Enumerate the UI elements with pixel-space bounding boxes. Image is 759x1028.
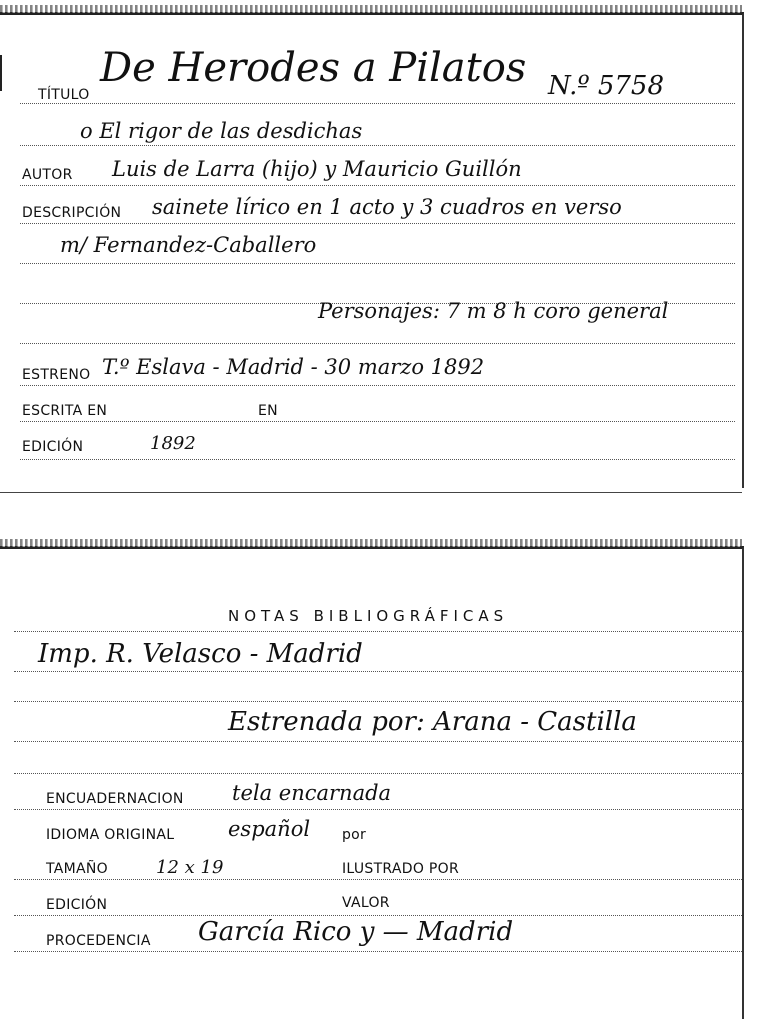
card-hole-mark bbox=[0, 55, 2, 91]
edicion-label: EDICIÓN bbox=[22, 439, 86, 455]
imprenta-value: Imp. R. Velasco - Madrid bbox=[38, 639, 363, 669]
escrita-en-label: ESCRITA EN bbox=[22, 403, 110, 419]
edicion-value: 1892 bbox=[150, 433, 196, 454]
estrenada-value: Estrenada por: Arana - Castilla bbox=[228, 707, 637, 737]
card-separator bbox=[0, 492, 742, 493]
subtitulo-value: o El rigor de las desdichas bbox=[80, 119, 363, 143]
tamano-value: 12 x 19 bbox=[156, 857, 224, 878]
estreno-value: T.º Eslava - Madrid - 30 marzo 1892 bbox=[102, 355, 485, 379]
edicion-label-2: EDICIÓN bbox=[46, 897, 110, 913]
descripcion-value: sainete lírico en 1 acto y 3 cuadros en verso bbox=[152, 195, 622, 219]
idioma-label: IDIOMA ORIGINAL bbox=[46, 827, 177, 843]
en-label: EN bbox=[258, 403, 281, 419]
procedencia-value: García Rico y — Madrid bbox=[198, 917, 514, 947]
card-edge-texture bbox=[0, 539, 742, 547]
titulo-label: TÍTULO bbox=[38, 87, 93, 103]
titulo-value: De Herodes a Pilatos bbox=[100, 45, 527, 91]
encuadernacion-value: tela encarnada bbox=[232, 781, 392, 805]
valor-label: VALOR bbox=[342, 895, 393, 911]
por-label: por bbox=[342, 827, 369, 843]
personajes-value: Personajes: 7 m 8 h coro general bbox=[318, 299, 669, 323]
procedencia-label: PROCEDENCIA bbox=[46, 933, 154, 949]
tamano-label: TAMAÑO bbox=[46, 861, 111, 877]
encuadernacion-label: ENCUADERNACION bbox=[46, 791, 187, 807]
ilustrado-label: ILUSTRADO POR bbox=[342, 861, 462, 877]
catalog-card-back bbox=[0, 546, 744, 1019]
idioma-value: español bbox=[228, 817, 311, 841]
autor-label: AUTOR bbox=[22, 167, 76, 183]
card-edge-texture bbox=[0, 5, 742, 13]
descripcion-label: DESCRIPCIÓN bbox=[22, 205, 124, 221]
autor-value: Luis de Larra (hijo) y Mauricio Guillón bbox=[112, 157, 522, 181]
notas-heading: NOTAS BIBLIOGRÁFICAS bbox=[228, 607, 509, 625]
catalog-card-front bbox=[0, 12, 744, 488]
estreno-label: ESTRENO bbox=[22, 367, 93, 383]
numero-value: N.º 5758 bbox=[548, 71, 665, 101]
descripcion-value-2: m/ Fernandez-Caballero bbox=[60, 233, 317, 257]
